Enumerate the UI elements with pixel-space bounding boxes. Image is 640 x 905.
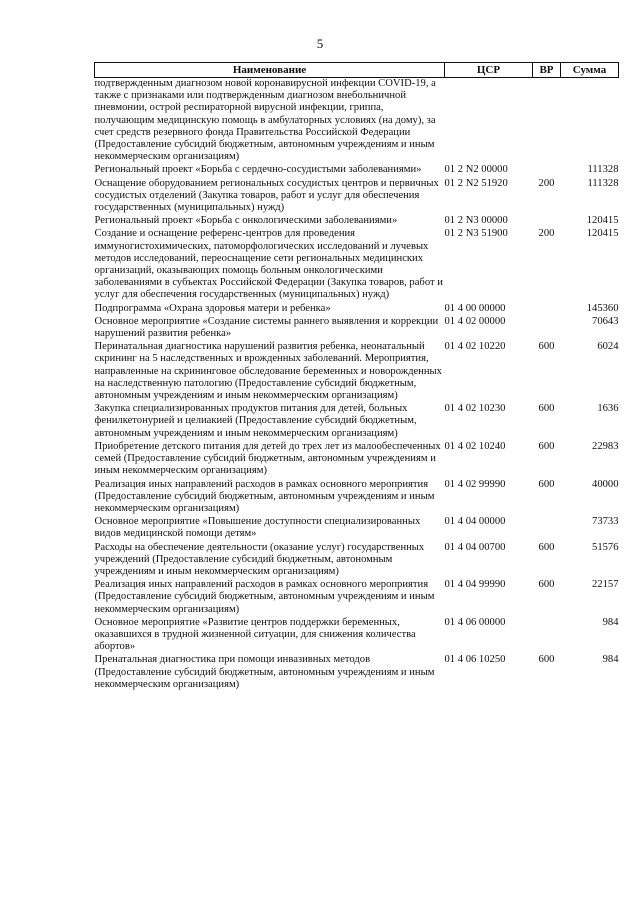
row-sum: 22983 [592,440,619,452]
row-vr [533,78,561,164]
table-row [95,177,619,215]
row-name: Региональный проект «Борьба с сердечно-сосудистыми заболеваниями» [94,164,422,176]
table-row [95,578,619,616]
row-vr: 200 [538,228,555,240]
row-csr: 01 2 N3 00000 [444,215,508,227]
table-row [95,541,619,579]
row-vr [533,214,561,227]
row-name: Подпрограмма «Охрана здоровья матери и ребенка» [94,302,331,314]
table-row [95,440,619,478]
table-row [95,315,619,340]
row-csr: 01 4 06 10250 [444,654,506,666]
table-row [95,78,619,164]
row-csr: 01 4 00 00000 [444,302,506,314]
row-name: Основное мероприятие «Повышение доступности специализированных видов медицинской помощи детям» [94,516,421,540]
row-sum: 6024 [597,341,619,353]
table-row [95,402,619,440]
row-name: Основное мероприятие «Создание системы раннего выявления и коррекции нарушений развития ребенка» [94,315,439,340]
row-csr: 01 4 02 00000 [444,315,506,327]
budget-table [94,62,619,691]
header-sum: Сумма [561,63,619,78]
row-sum: 73733 [592,516,619,528]
row-name: Закупка специализированных продуктов питания для детей, больных фенилкетонурией и целиакией (Предоставление субсидий бюджетным, автономным учреждениям и иным некоммерческим организациям) [94,403,417,439]
row-name: Реализация иных направлений расходов в рамках основного мероприятия (Предоставление субсидий бюджетным, автономным учреждениям и иным некоммерческим организациям) [94,478,435,514]
row-vr [533,302,561,315]
row-name: подтвержденным диагнозом новой коронавирусной инфекции COVID-19, а также с признаками или подтвержденным диагнозом внебольничной пневмонии, острой респираторной вирусной инфекции, гриппа, получающим медицинскую помощь в амбулаторных условиях (на дому), за счет средств резервного фонда Правительства Российской Федерации (Предоставление субсидий бюджетным, автономным учреждениям и иным некоммерческим организациям) [94,78,436,163]
row-vr [533,163,561,176]
row-csr: 01 4 02 99990 [444,478,506,490]
header-csr: ЦСР [445,63,533,78]
row-vr: 600 [538,478,555,490]
row-sum: 984 [602,654,619,666]
table-row [95,214,619,227]
row-csr [445,78,533,164]
row-vr [533,315,561,340]
table-row [95,515,619,540]
row-sum: 111328 [587,164,619,176]
table-row [95,163,619,176]
row-vr: 600 [538,440,555,452]
row-vr [533,515,561,540]
row-csr: 01 2 N2 00000 [444,164,508,176]
row-name: Перинатальная диагностика нарушений развития ребенка, неонатальный скрининг на 5 наследственных и врожденных заболеваний. Мероприятия, направленные на скрининговое обследование беременных и новорожденных на наследственную патологию (Предоставление субсидий бюджетным, автономным учреждениям и иным некоммерческим организациям) [94,341,442,402]
row-csr: 01 4 04 00000 [444,516,506,528]
row-csr: 01 4 02 10240 [444,440,506,452]
row-csr: 01 4 06 00000 [444,616,506,628]
row-csr: 01 2 N3 51900 [444,228,508,240]
row-sum: 120415 [586,228,619,240]
row-csr: 01 4 04 99990 [444,579,506,591]
row-name: Приобретение детского питания для детей до трех лет из малообеспеченных семей (Предоставление субсидий бюджетным, автономным учреждениям и иным некоммерческим организациям) [94,440,441,477]
table-row [95,653,619,691]
table-row [95,227,619,301]
row-sum: 70643 [592,315,619,327]
row-name: Расходы на обеспечение деятельности (оказание услуг) государственных учреждений (Предоставление субсидий бюджетным, автономным учреждениям и иным некоммерческим организациям) [94,541,425,577]
row-vr: 600 [538,403,555,415]
row-name: Основное мероприятие «Развитие центров поддержки беременных, оказавшихся в трудной жизненной ситуации, для снижения количества абортов» [94,616,416,653]
row-sum: 22157 [592,579,619,591]
row-name: Создание и оснащение референс-центров для проведения иммуногистохимических, патоморфологических исследований и лучевых методов исследований, переоснащение сети региональных медицинских организаций, оказывающих помощь больным онкологическими заболеваниями в субъектах Российской Федерации (Закупка товаров, работ и услуг для обеспечения государственных (муниципальных) нужд) [94,228,443,301]
row-csr: 01 4 02 10230 [444,403,506,415]
row-sum: 1636 [597,403,619,415]
row-sum: 145360 [586,302,619,314]
row-sum: 51576 [592,541,619,553]
row-sum: 40000 [592,478,619,490]
row-name: Реализация иных направлений расходов в рамках основного мероприятия (Предоставление субсидий бюджетным, автономным учреждениям и иным некоммерческим организациям) [94,579,435,615]
table-header-row [95,63,619,78]
row-vr: 600 [538,579,555,591]
header-name: Наименование [95,63,445,78]
row-sum: 120415 [586,215,619,227]
row-name: Региональный проект «Борьба с онкологическими заболеваниями» [94,215,398,227]
header-vr: ВР [533,63,561,78]
row-sum [561,78,619,164]
table-row [95,478,619,516]
row-csr: 01 2 N2 51920 [444,177,508,189]
row-vr: 600 [538,654,555,666]
row-vr: 600 [538,341,555,353]
row-csr: 01 4 04 00700 [444,541,506,553]
row-vr [533,616,561,654]
row-name: Оснащение оборудованием региональных сосудистых центров и первичных сосудистых отделений (Закупка товаров, работ и услуг для обеспечения государственных (муниципальных) нужд) [94,177,439,214]
table-row [95,340,619,402]
row-vr: 200 [538,177,555,189]
row-name: Пренатальная диагностика при помощи инвазивных методов (Предоставление субсидий бюджетным, автономным учреждениям и иным некоммерческим организациям) [94,654,435,690]
table-row [95,616,619,654]
row-sum: 111328 [587,177,619,189]
table-row [95,302,619,315]
row-sum: 984 [602,616,619,628]
row-csr: 01 4 02 10220 [444,341,506,353]
page-number: 5 [316,36,324,51]
row-vr: 600 [538,541,555,553]
